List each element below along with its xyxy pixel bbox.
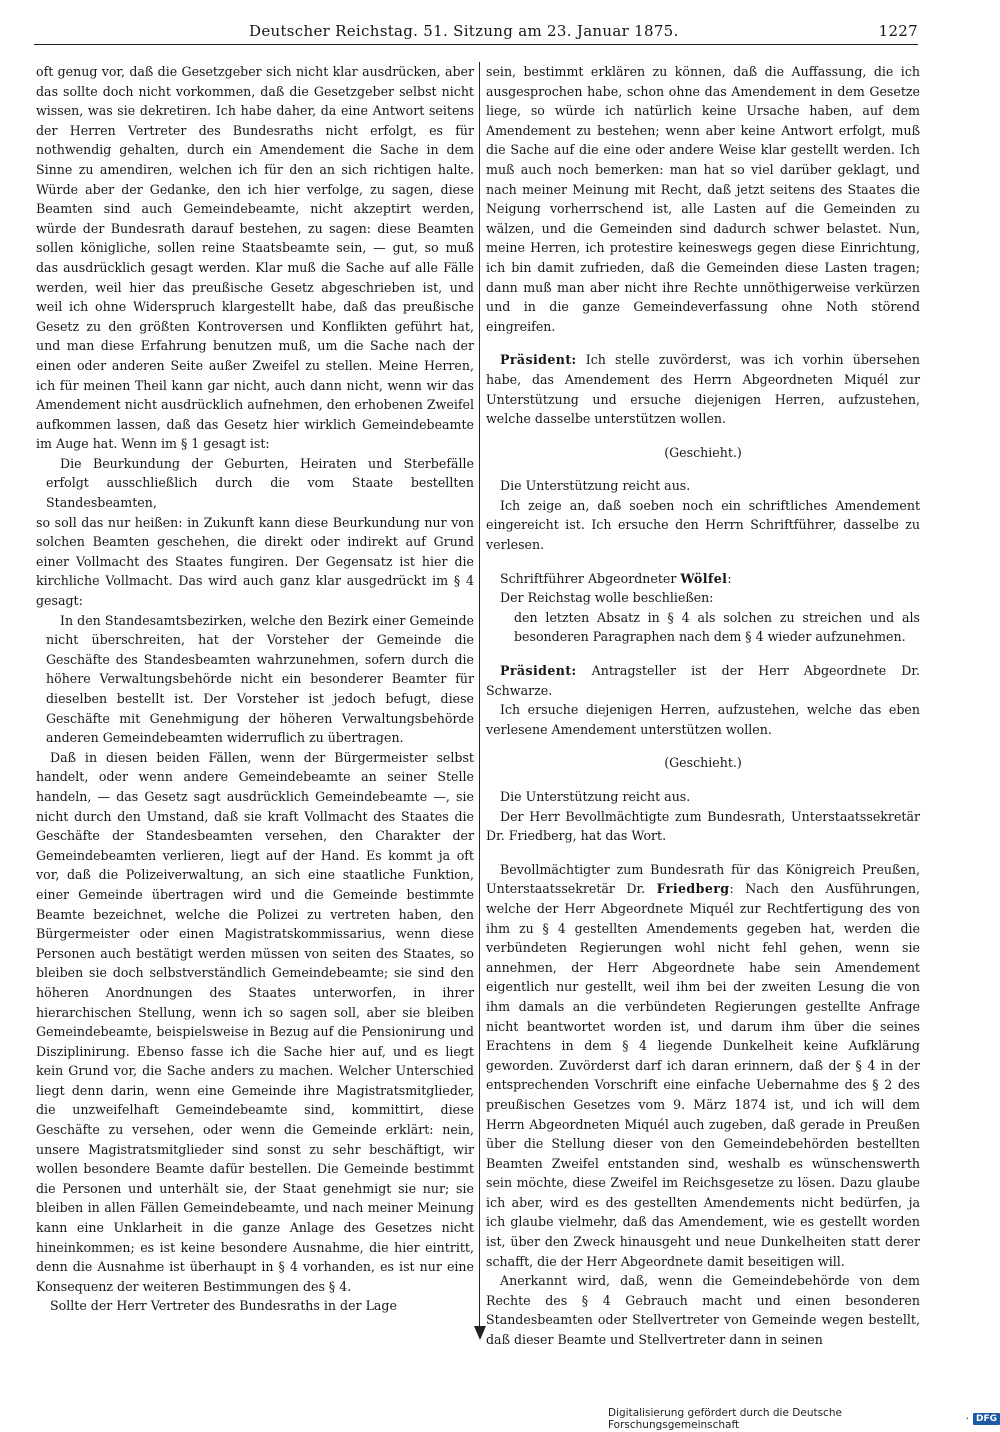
paragraph: Die Unterstützung reicht aus. [500, 789, 691, 804]
speech-president [486, 661, 920, 700]
dfg-logo-icon: DFG [973, 1413, 1000, 1425]
paragraph: sein, bestimmt erklären zu können, daß die Auffassung, die ich ausgesprochen habe, schon ohne das Amendement in dem Gesetze liege, so würde ich natürlich keine Ursache haben, auf dem Amendement zu bestehen; wenn aber keine Antwort erfolgt, muß die Sache auf die eine oder andere Weise klar gestellt werden. Ich muß auch noch bemerken: man hat so viel darüber geklagt, und nach meiner Meinung mit Recht, daß jetzt seitens des Staates die Neigung vorherrschend ist, alle Lasten auf die Gemeinden zu wälzen, und die Gemeinden sind dadurch schwer belastet. Nun, meine Herren, ich protestire keineswegs gegen diese Einrichtung, ich bin damit zufrieden, daß die Gemeinden diese Lasten tragen; dann muß man aber nicht ihre Rechte unnöthigerweise verkürzen und in die ganze Gemeindeverfassung ohne Noth störend eingreifen. [486, 64, 920, 334]
footer-credit [608, 1407, 1000, 1431]
speaker-name: Wölfel [680, 570, 728, 586]
header-rule [34, 44, 918, 45]
paragraph: Daß in diesen beiden Fällen, wenn der Bürgermeister selbst handelt, oder wenn andere Gemeindebeamte an seiner Stelle handeln, — das Gesetz sagt ausdrücklich Gemeindebeamte —, sie nicht durch den Umstand, daß sie kraft Vollmacht des Staates die Geschäfte der Standesbeamten versehen, den Charakter der Gemeindebeamten verlieren, liegt auf der Hand. Es kommt ja oft vor, daß die Polizeiverwaltung, an sich eine staatliche Funktion, einer Gemeinde übertragen wird und die Gemeinde bestimmte Beamte bezeichnet, welche die Polizei zu vertreten haben, den Bürgermeister oder einen Magistratskommissarius, wenn diese Personen auch bestätigt werden müssen von seiten des Staates, so bleiben sie doch selbstverständlich Gemeindebeamte; sie sind den höheren Anordnungen des Staates unterworfen, in ihrer hierarchischen Stellung, wenn ich so sagen soll, aber sie bleiben Gemeindebeamte, beispielsweise in Bezug auf die Pensionirung und Disziplinirung. Ebenso fasse ich die Sache hier auf, und es liegt kein Grund vor, die Sache anders zu machen. Welcher Unterschied liegt denn darin, wenn eine Gemeinde ihre Magistratsmitglieder, die unzweifelhaft Gemeindebeamte sind, kommittirt, diese Geschäfte zu versehen, oder wenn die Gemeinde erklärt: nein, unsere Magistratsmitglieder sind sonst zu sehr beschäftigt, wir wollen besondere Beamte dafür bestellen. Die Gemeinde bestimmt die Personen und unterhält sie, der Staat genehmigt sie nur; sie bleiben in allen Fällen Gemeindebeamte, und nach meiner Meinung kann eine Unklarheit in die ganze Anlage des Gesetzes nicht hineinkommen; es ist keine besondere Ausnahme, die hier eintritt, denn die Ausnahme ist überhaupt in § 4 vorhanden, es ist nur eine Konsequenz der weiteren Bestimmungen des § 4. [36, 749, 474, 1294]
page-header [34, 18, 918, 42]
paragraph: Der Herr Bevollmächtigte zum Bundesrath, Unterstaatssekretär Dr. Friedberg, hat das Wort. [486, 808, 920, 844]
speaker-name: Friedberg [656, 881, 730, 897]
stage-direction: (Geschieht.) [664, 755, 742, 771]
footer-separator: · [965, 1413, 969, 1425]
paragraph: Sollte der Herr Vertreter des Bundesraths in der Lage [50, 1298, 397, 1314]
left-column [36, 62, 474, 1316]
speech-president [486, 350, 920, 428]
colon: : [727, 570, 732, 586]
paragraph: Der Reichstag wolle beschließen: [500, 590, 714, 606]
speech-friedberg [486, 860, 920, 1271]
speaker-name: Präsident: [500, 352, 577, 368]
paragraph: Die Unterstützung reicht aus. [500, 478, 691, 494]
speaker-role: Schriftführer Abgeordneter [500, 570, 681, 586]
page-number: 1227 [878, 22, 918, 40]
speaker-name: Präsident: [500, 663, 577, 679]
column-divider-end [474, 1326, 486, 1340]
quotation: In den Standesamtsbezirken, welche den Bezirk einer Gemeinde nicht überschreiten, hat der Vorsteher der Gemeinde die Geschäfte des Standesbeamten wahrzunehmen, sofern durch die höhere Verwaltungsbehörde nicht ein besonderer Beamter für dieselben bestellt ist. Der Vorsteher ist jedoch befugt, diese Geschäfte mit Genehmigung der höheren Verwaltungsbehörde anderen Gemeindebeamten widerruflich zu übertragen. [46, 612, 474, 746]
paragraph: oft genug vor, daß die Gesetzgeber sich nicht klar ausdrücken, aber das sollte doch nicht vorkommen, daß die Gesetzgeber selbst nicht wissen, was sie dekretiren. Ich habe daher, da eine Antwort seitens der Herren Vertreter des Bundesraths nicht erfolgt, es für nothwendig gehalten, durch ein Amendement die Sache in dem Sinne zu amendiren, welchen ich für den an sich richtigen halte. Würde aber der Gedanke, den ich hier verfolge, zu sagen, diese Beamten sind auch Gemeindebeamte, nicht akzeptirt werden, würde der Bundesrath darauf bestehen, zu sagen: diese Beamten sollen königliche, sollen reine Staatsbeamte sein, — gut, so muß das ausdrücklich gesagt werden. Klar muß die Sache auf alle Fälle werden, weil hier das preußische Gesetz abgeschrieben ist, und weil ich ohne Widerspruch klargestellt habe, daß das preußische Gesetz zu den größten Kontroversen und Konflikten geführt hat, und man diese Erfahrung benutzen muß, um die Sache nach der einen oder anderen Seite außer Zweifel zu stellen. Meine Herren, ich für meinen Theil kann gar nicht, auch dann nicht, wenn wir das Amendement nicht ausdrücklich aufnehmen, den erhobenen Zweifel aufkommen lassen, daß das Gesetz hier wirklich Gemeindebeamte im Auge hat. Wenn im § 1 gesagt ist: [36, 64, 474, 452]
paragraph: so soll das nur heißen: in Zukunft kann diese Beurkundung nur von solchen Beamten geschehen, die direkt oder indirekt auf Grund einer Vollmacht des Staates fungiren. Der Gegensatz ist hier die kirchliche Vollmacht. Das wird auch ganz klar ausgedrückt im § 4 gesagt: [36, 514, 474, 609]
speech-text: Antragsteller ist der Herr Abgeordnete Dr. Schwarze. [486, 663, 920, 698]
speaker-role: Bevollmächtigter zum Bundesrath für das Königreich Preußen, Unterstaatssekretär Dr. [486, 861, 920, 897]
footer-text: Digitalisierung gefördert durch die Deutsche Forschungsgemeinschaft [608, 1407, 842, 1431]
stage-direction: (Geschieht.) [664, 444, 742, 460]
paragraph: Ich ersuche diejenigen Herren, aufzustehen, welche das eben verlesene Amendement unterstützen wollen. [486, 702, 920, 737]
speech-secretary [486, 569, 920, 589]
column-divider [479, 62, 480, 1337]
speech-text: : Nach den Ausführungen, welche der Herr Abgeordnete Miquél zur Rechtfertigung des von ihm zu § 4 gestellten Amendements gegeben hat, werden die verbündeten Regierungen wohl nicht fehl gehen, wenn sie annehmen, der Herr Abgeordnete habe sein Amendement eigentlich nur gestellt, weil ihm bei der zweiten Lesung die von ihm damals an die verbündeten Regierungen gestellte Anfrage nicht beantwortet worden ist, und darum ihm über die seines Erachtens in dem § 4 liegende Dunkelheit keine Aufklärung geworden. Zuvörderst darf ich daran erinnern, daß der § 4 in der entsprechenden Vorschrift eine einfache Uebernahme des § 2 des preußischen Gesetzes vom 9. März 1874 ist, und ich will dem Herrn Abgeordneten Miquél auch zugeben, daß gerade in Preußen über die Stellung dieser von den Gemeindebehörden bestellten Beamten Zweifel entstanden sind, weshalb es wünschenswerth sein möchte, diese Zweifel im Reichsgesetze zu lösen. Dazu glaube ich aber, wird es des gestellten Amendements nicht bedürfen, ja ich glaube vielmehr, daß das Amendement, wie es gestellt worden ist, über den Zweck hinausgeht und neue Dunkelheiten statt derer schafft, die der Herr Abgeordnete damit beseitigen will. [486, 881, 920, 1269]
motion-text: den letzten Absatz in § 4 als solchen zu streichen und als besonderen Paragraphen nach dem § 4 wieder aufzunehmen. [514, 609, 920, 645]
paragraph: Ich zeige an, daß soeben noch ein schriftliches Amendement eingereicht ist. Ich ersuche den Herrn Schriftführer, dasselbe zu verlesen. [486, 497, 920, 553]
running-title: Deutscher Reichstag. 51. Sitzung am 23. Januar 1875. [249, 22, 679, 40]
speech-text: Ich stelle zuvörderst, was ich vorhin übersehen habe, das Amendement des Herrn Abgeordneten Miquél zur Unterstützung und ersuche diejenigen Herren, aufzustehen, welche dasselbe unterstützen wollen. [486, 352, 920, 427]
paragraph: Anerkannt wird, daß, wenn die Gemeindebehörde von dem Rechte des § 4 Gebrauch macht und einen besonderen Standesbeamten oder Stellvertreter von Gemeinde wegen bestellt, daß dieser Beamte und Stellvertreter dann in seinen [486, 1273, 920, 1348]
right-column [486, 62, 920, 1350]
quotation: Die Beurkundung der Geburten, Heiraten und Sterbefälle erfolgt ausschließlich durch die vom Staate bestellten Standesbeamten, [46, 455, 474, 511]
